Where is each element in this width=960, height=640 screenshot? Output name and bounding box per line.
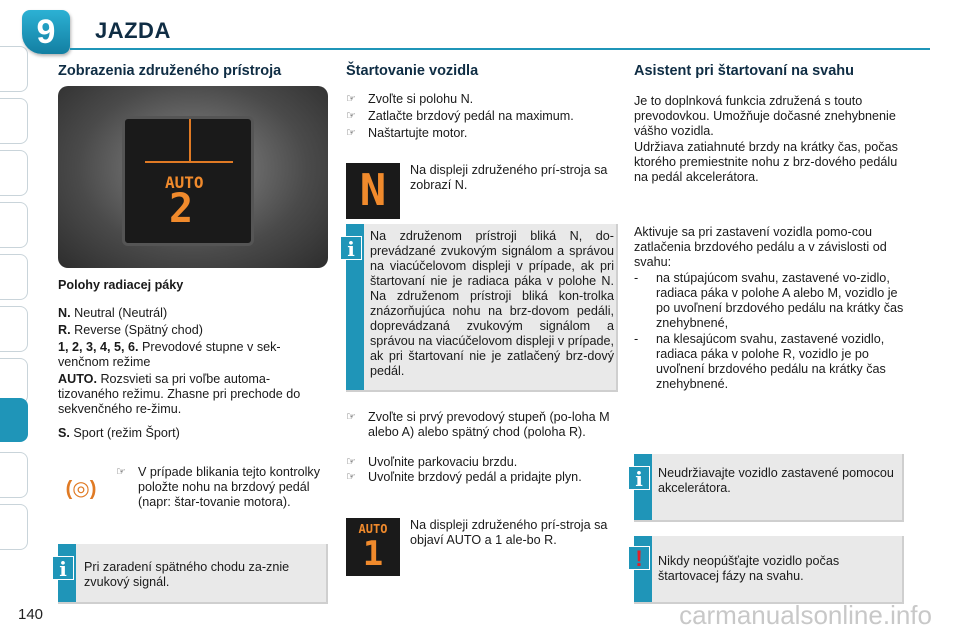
hill-assist-para: Udržiava zatiahnuté brzdy na krátky čas, počas ktorého premiestnite nohu z brz-dového pedálu na pedál akcelerátora.	[634, 140, 898, 184]
side-tab-strip	[0, 0, 34, 640]
position-desc: Prevodové stupne v sek-venčnom režime	[58, 340, 281, 369]
watermark: carmanualsonline.info	[679, 600, 932, 630]
position-key: S.	[58, 426, 70, 440]
side-tab-active[interactable]	[0, 398, 28, 442]
lcd-gear-digit: 2	[169, 186, 194, 232]
warning-icon: !	[628, 546, 650, 570]
side-tab[interactable]	[0, 306, 28, 352]
position-item-s	[58, 426, 328, 441]
pointing-hand-icon: ☞	[346, 411, 356, 423]
foot-on-brake-warning-icon: (◎)	[65, 478, 97, 500]
position-item-auto	[58, 372, 328, 417]
positions-heading: Polohy radiacej páky	[58, 278, 184, 292]
position-desc: Neutral (Neutrál)	[74, 306, 168, 320]
side-tab[interactable]	[0, 504, 28, 550]
info-box-starting	[346, 224, 618, 392]
step-item: ☞ Uvoľnite brzdový pedál a pridajte plyn.	[346, 470, 582, 484]
lcd-line-vertical	[189, 119, 191, 163]
position-item-r	[58, 323, 328, 338]
step-item: ☞ Uvoľnite parkovaciu brzdu.	[346, 455, 518, 469]
header-rule	[70, 48, 930, 50]
hill-assist-dash-uphill: - na stúpajúcom svahu, zastavené vo-zidlo, radiaca páka v polohe A alebo M, vozidlo je po uvoľnení brzdového pedálu na krátky čas znehybnené,	[634, 271, 904, 330]
warning-box-hill	[634, 536, 904, 604]
position-item-n	[58, 306, 328, 321]
display-n-letter: N	[359, 165, 387, 216]
info-text: Na združenom prístroji bliká N, do-prevádzané zvukovým signálom a správou na viacúčelovom displeji v prípade, ak pri štartovaní nie je radiaca páka v polohe N. Na združenom prístroji bliká kon-trolka znázorňujúca nohu na brz-dovom pedáli, doprevádzaná zvukovým signálom a správou na viacúčelovom displeji v prípade, ak pri štartovaní nie je zatlačený brz-dový pedál.	[370, 229, 614, 378]
step-item: ☞ Naštartujte motor.	[346, 126, 468, 140]
side-tab[interactable]	[0, 98, 28, 144]
hill-assist-para: Aktivuje sa pri zastavení vozidla pomo-cou zatlačenia brzdového pedálu a v závislosti od svahu:	[634, 225, 887, 269]
pointing-hand-icon: ☞	[346, 471, 356, 483]
position-key: AUTO.	[58, 372, 97, 386]
pointing-hand-icon: ☞	[346, 456, 356, 468]
pointing-hand-icon: ☞	[116, 466, 126, 478]
lcd-line-horizontal	[145, 161, 233, 163]
info-text: Pri zaradení spätného chodu za-znie zvukový signál.	[84, 560, 290, 589]
pointing-hand-icon: ☞	[346, 127, 356, 139]
display-auto-gear: 1	[362, 534, 384, 574]
brake-warning-note: ☞ V prípade blikania tejto kontrolky položte nohu na brzdový pedál (napr: štar-tovanie motora).	[116, 465, 321, 509]
section-heading-hill-assist: Asistent pri štartovaní na svahu	[634, 63, 854, 79]
display-n-caption: Na displeji združeného prí-stroja sa zobrazí N.	[410, 163, 608, 192]
position-desc: Sport (režim Šport)	[73, 426, 180, 440]
side-tab[interactable]	[0, 202, 28, 248]
info-text: Neudržiavajte vozidlo zastavené pomocou akcelerátora.	[658, 466, 894, 495]
info-box-reverse	[58, 544, 328, 604]
pointing-hand-icon: ☞	[346, 93, 356, 105]
lcd-mode-label: AUTO	[165, 173, 204, 192]
display-n-image	[346, 163, 400, 219]
position-key: N.	[58, 306, 71, 320]
display-auto-caption: Na displeji združeného prí-stroja sa objaví AUTO a 1 ale-bo R.	[410, 518, 608, 547]
warning-text: Nikdy neopúšťajte vozidlo počas štartovacej fázy na svahu.	[658, 554, 840, 583]
hill-assist-dash-downhill: - na klesajúcom svahu, zastavené vozidlo, radiaca páka v polohe R, vozidlo je po uvoľnení brzdového pedálu na krátky čas znehybnené.	[634, 332, 886, 391]
section-heading-starting: Štartovanie vozidla	[346, 63, 479, 79]
position-item-gears	[58, 340, 328, 370]
step-item: ☞ Zatlačte brzdový pedál na maximum.	[346, 109, 574, 123]
info-icon: i	[52, 556, 74, 580]
chapter-title: JAZDA	[95, 18, 171, 43]
display-auto1-image	[346, 518, 400, 576]
side-tab[interactable]	[0, 452, 28, 498]
side-tab[interactable]	[0, 150, 28, 196]
chapter-number-badge: 9	[22, 10, 70, 54]
page-number: 140	[18, 606, 44, 623]
position-key: 1, 2, 3, 4, 5, 6.	[58, 340, 139, 354]
pointing-hand-icon: ☞	[346, 110, 356, 122]
cluster-lcd-screen	[122, 116, 254, 246]
hill-assist-para: Je to doplnková funkcia združená s touto prevodovkou. Umožňuje dočasné znehybnenie vášho vozidla.	[634, 94, 896, 138]
info-box-accelerator	[634, 454, 904, 522]
side-tab[interactable]	[0, 254, 28, 300]
position-key: R.	[58, 323, 71, 337]
position-desc: Rozsvieti sa pri voľbe automa-tizovaného režimu. Zhasne pri prechode do sekvenčného re-žimu.	[58, 372, 301, 416]
display-auto-label: AUTO	[358, 522, 388, 536]
position-desc: Reverse (Spätný chod)	[74, 323, 203, 337]
section-heading-displays: Zobrazenia združeného prístroja	[58, 63, 282, 79]
step-item: ☞ Zvoľte si polohu N.	[346, 92, 474, 106]
step-item: ☞ Zvoľte si prvý prevodový stupeň (po-loha M alebo A) alebo spätný chod (poloha R).	[346, 410, 610, 439]
side-tab[interactable]	[0, 46, 28, 92]
info-icon: i	[340, 236, 362, 260]
instrument-cluster-photo	[58, 86, 328, 268]
info-icon: i	[628, 466, 650, 490]
